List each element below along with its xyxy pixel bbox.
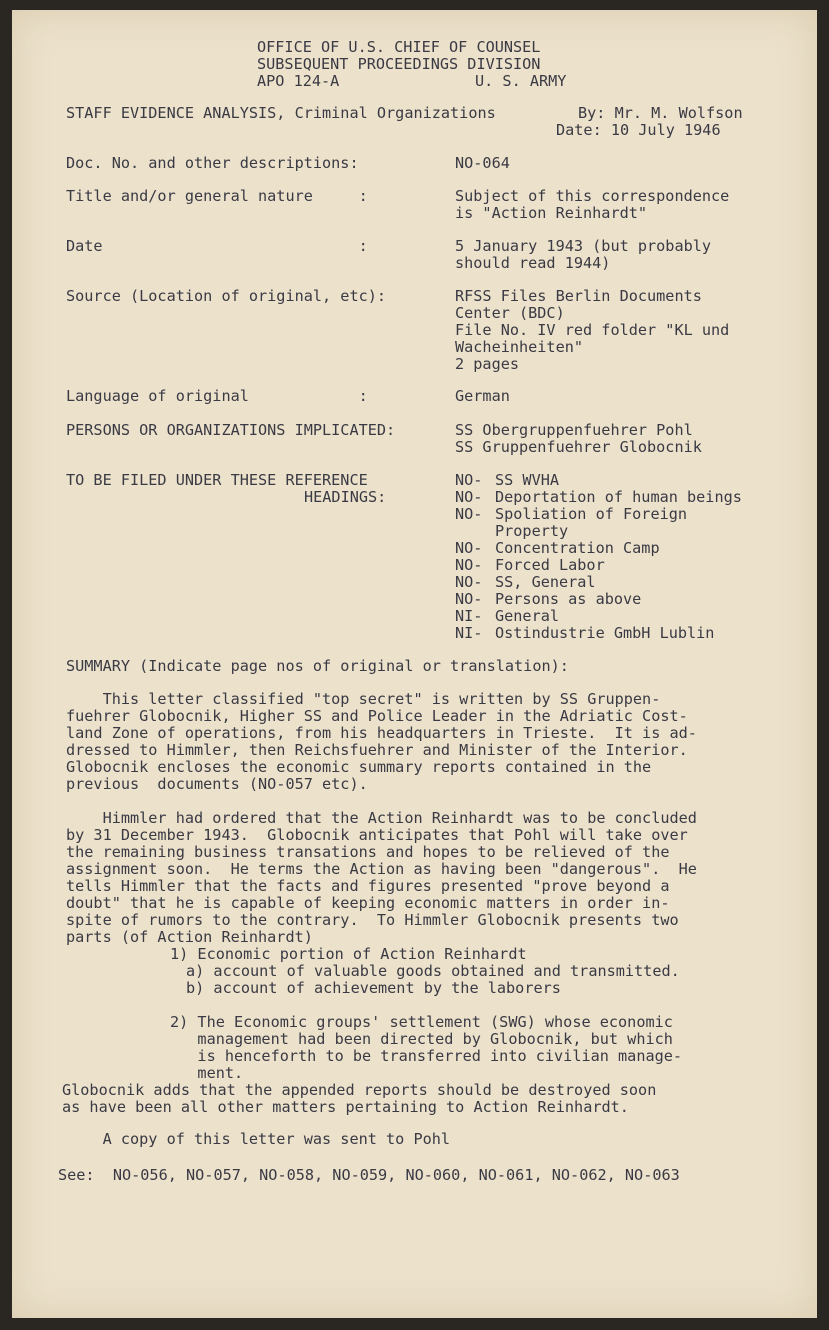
- summary-line: parts (of Action Reinhardt): [66, 928, 313, 946]
- summary-line: Himmler had ordered that the Action Reinhardt was to be concluded: [66, 809, 697, 827]
- copy-note: A copy of this letter was sent to Pohl: [66, 1130, 451, 1148]
- header-division: SUBSEQUENT PROCEEDINGS DIVISION: [257, 55, 541, 73]
- heading-text: Deportation of human beings: [495, 488, 742, 506]
- summary-line: dressed to Himmler, then Reichsfuehrer and Minister of the Interior.: [66, 741, 688, 759]
- heading-text: SS, General: [495, 573, 596, 591]
- source-value: Center (BDC): [455, 304, 565, 322]
- persons-value: SS Obergruppenfuehrer Pohl: [455, 421, 693, 439]
- summary-line: assignment soon. He terms the Action as having been "dangerous". He: [66, 860, 697, 878]
- language-label: Language of original :: [66, 387, 368, 405]
- header-army: U. S. ARMY: [475, 72, 567, 90]
- filed-label: TO BE FILED UNDER THESE REFERENCE: [66, 471, 368, 489]
- summary-line: the remaining business transations and hopes to be relieved of the: [66, 843, 670, 861]
- language-value: German: [455, 387, 510, 405]
- summary-line: management had been directed by Globocnik, but which: [170, 1030, 673, 1048]
- date-value: 5 January 1943 (but probably: [455, 237, 712, 255]
- persons-label: PERSONS OR ORGANIZATIONS IMPLICATED:: [66, 421, 396, 439]
- heading-prefix: NO-: [455, 488, 483, 506]
- summary-line: Globocnik adds that the appended reports should be destroyed soon: [62, 1081, 657, 1099]
- heading-text: Ostindustrie GmbH Lublin: [495, 624, 715, 642]
- heading-prefix: NI-: [455, 607, 483, 625]
- filed-label: HEADINGS:: [304, 488, 387, 506]
- summary-line: This letter classified "top secret" is written by SS Gruppen-: [66, 690, 661, 708]
- source-label: Source (Location of original, etc):: [66, 287, 387, 305]
- summary-line: doubt" that he is capable of keeping economic matters in order in-: [66, 894, 670, 912]
- doc-label: Doc. No. and other descriptions:: [66, 154, 359, 172]
- summary-line: spite of rumors to the contrary. To Himmler Globocnik presents two: [66, 911, 679, 929]
- source-value: RFSS Files Berlin Documents: [455, 287, 702, 305]
- heading-text: Spoliation of Foreign: [495, 505, 688, 523]
- summary-line: by 31 December 1943. Globocnik anticipates that Pohl will take over: [66, 826, 688, 844]
- heading-prefix: NO-: [455, 590, 483, 608]
- title-label: Title and/or general nature :: [66, 187, 368, 205]
- summary-line: fuehrer Globocnik, Higher SS and Police Leader in the Adriatic Cost-: [66, 707, 688, 725]
- summary-line: land Zone of operations, from his headquarters in Trieste. It is ad-: [66, 724, 697, 742]
- date-value: should read 1944): [455, 254, 611, 272]
- heading-text: SS WVHA: [495, 471, 560, 489]
- summary-line: tells Himmler that the facts and figures presented "prove beyond a: [66, 877, 670, 895]
- summary-line: 2) The Economic groups' settlement (SWG) whose economic: [170, 1013, 673, 1031]
- see-references: See: NO-056, NO-057, NO-058, NO-059, NO-060, NO-061, NO-062, NO-063: [58, 1166, 680, 1184]
- summary-line: is henceforth to be transferred into civilian manage-: [170, 1047, 683, 1065]
- document-page: [12, 10, 817, 1318]
- summary-heading: SUMMARY (Indicate page nos of original or translation):: [66, 657, 569, 675]
- heading-text: Forced Labor: [495, 556, 605, 574]
- header-apo: APO 124-A: [257, 72, 340, 90]
- analysis-title: STAFF EVIDENCE ANALYSIS, Criminal Organizations: [66, 104, 496, 122]
- source-value: 2 pages: [455, 355, 520, 373]
- heading-prefix: NO-: [455, 573, 483, 591]
- heading-text: Concentration Camp: [495, 539, 660, 557]
- date-label: Date :: [66, 237, 368, 255]
- doc-value: NO-064: [455, 154, 510, 172]
- heading-prefix: NI-: [455, 624, 483, 642]
- summary-item-1b: b) account of achievement by the laborers: [186, 979, 561, 997]
- analysis-date: Date: 10 July 1946: [556, 121, 721, 139]
- heading-prefix: NO-: [455, 539, 483, 557]
- persons-value: SS Gruppenfuehrer Globocnik: [455, 438, 702, 456]
- title-value: Subject of this correspondence: [455, 187, 730, 205]
- heading-text: General: [495, 607, 560, 625]
- header-office: OFFICE OF U.S. CHIEF OF COUNSEL: [257, 38, 541, 56]
- title-value: is "Action Reinhardt": [455, 204, 648, 222]
- source-value: File No. IV red folder "KL und: [455, 321, 730, 339]
- source-value: Wacheinheiten": [455, 338, 584, 356]
- summary-item-1: 1) Economic portion of Action Reinhardt: [170, 945, 527, 963]
- summary-line: previous documents (NO-057 etc).: [66, 775, 368, 793]
- heading-prefix: NO-: [455, 556, 483, 574]
- summary-line: as have been all other matters pertaining to Action Reinhardt.: [62, 1098, 629, 1116]
- heading-text: Persons as above: [495, 590, 642, 608]
- heading-text: Property: [495, 522, 569, 540]
- heading-prefix: NO-: [455, 471, 483, 489]
- analysis-by: By: Mr. M. Wolfson: [578, 104, 743, 122]
- summary-item-1a: a) account of valuable goods obtained and transmitted.: [186, 962, 680, 980]
- summary-line: Globocnik encloses the economic summary reports contained in the: [66, 758, 652, 776]
- heading-prefix: NO-: [455, 505, 483, 523]
- summary-line: ment.: [170, 1064, 244, 1082]
